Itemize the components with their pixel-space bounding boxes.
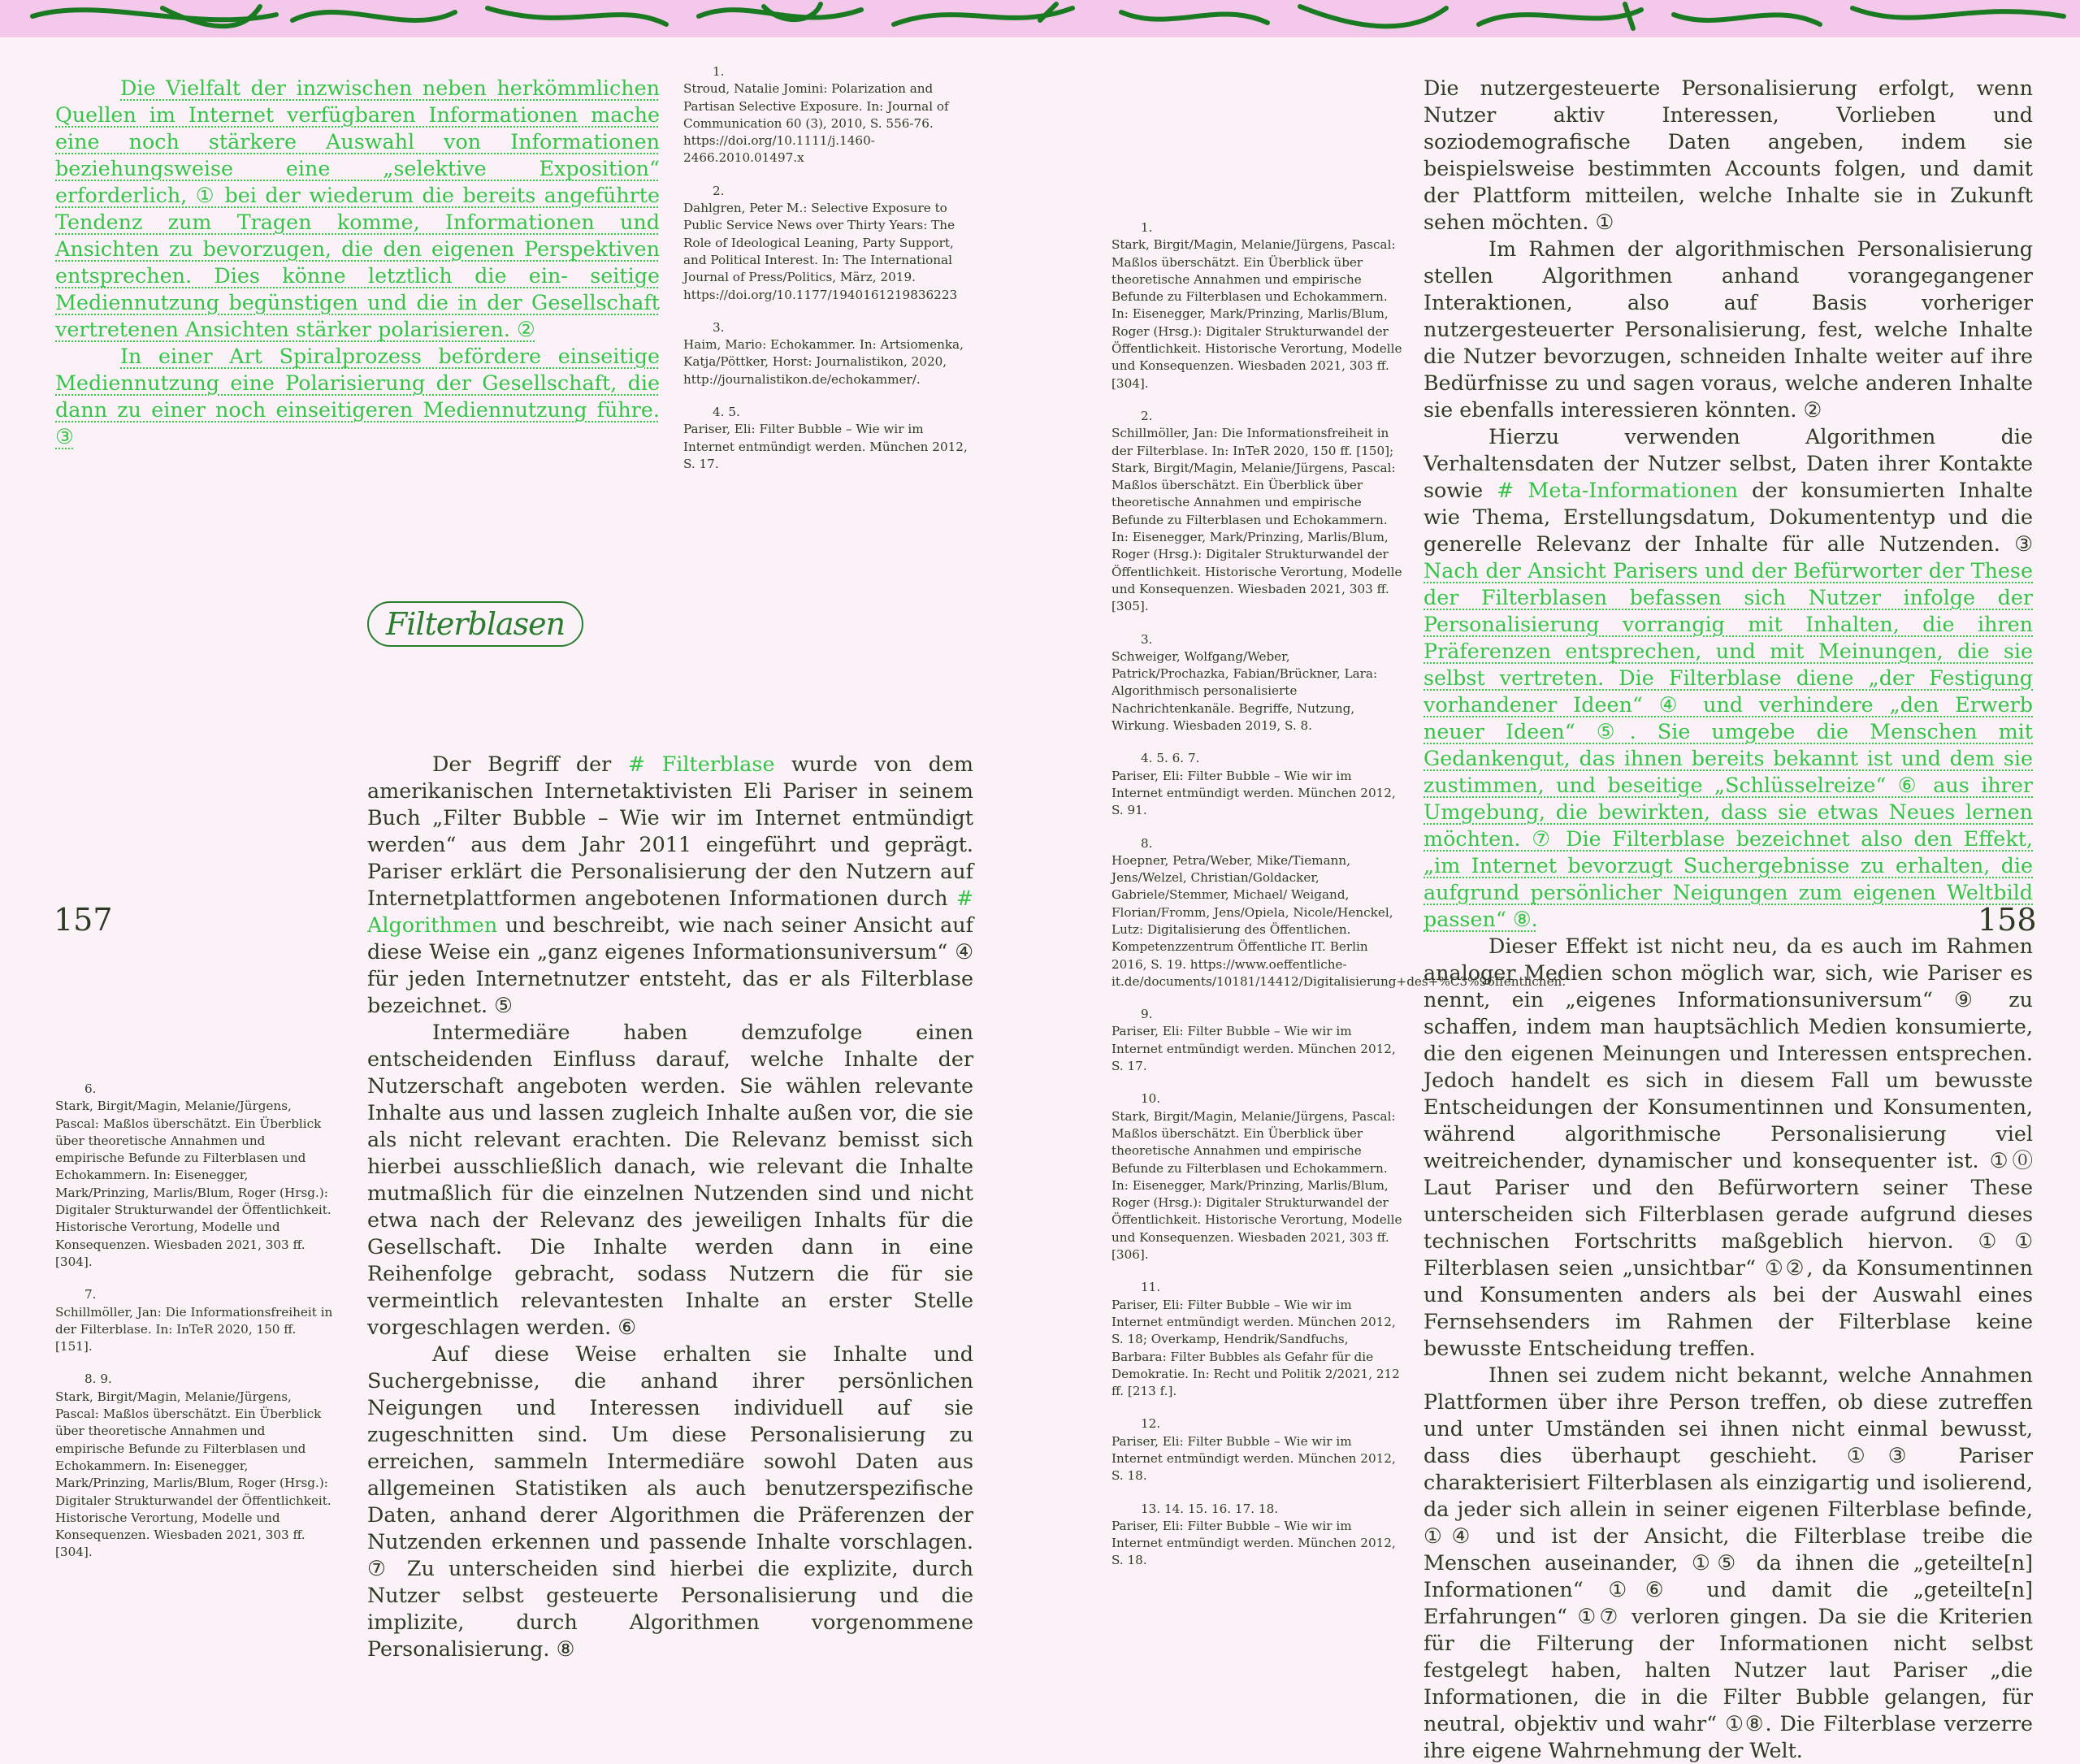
footnote: 2. Schillmöller, Jan: Die Informationsfreiheit in der Filterblase. In: InTeR 2020, 150 ff. [150]; Stark, Birgit/Magin, Melanie/Jürgens, Pascal: Maßlos überschätzt. Ein Überblick über theoretische Annahmen und empirische Befunde zu Filterblasen und Echokammern. In: Eisenegger, Mark/Prinzing, Marlis/Blum, Roger (Hrsg.): Digitaler Strukturwandel der Öffentlichkeit. Historische Verortung, Modelle und Konsequenzen. Wiesbaden 2021, 303 ff. [305]. — [1112, 408, 1402, 614]
footnote: 6. Stark, Birgit/Magin, Melanie/Jürgens, Pascal: Maßlos überschätzt. Ein Überblick über theoretische Annahmen und empirische Befunde zu Filterblasen und Echokammern. In: Eisenegger, Mark/Prinzing, Marlis/Blum, Roger (Hrsg.): Digitaler Strukturwandel der Öffentlichkeit. Historische Verortung, Modelle und Konsequenzen. Wiesbaden 2021, 303 ff. [304]. — [55, 1081, 332, 1269]
right-text: Die nutzergesteuerte Personalisierung erfolgt, wenn Nutzer aktiv Interessen, Vorlieben und soziodemografische Daten angeben, indem sie beispielsweise bestimmten Accounts folgen, und damit der Plattform mitteilen, welche Inhalte sie in Zukunft sehen möchten. ① Im Rahmen der algorithmischen Personalisierung stellen Algorithmen anhand vorangegangener Interaktionen, also auf Basis vorheriger nutzergesteuerter Personalisierung, fest, welche Inhalte die Nutzer bevorzugen, schneiden Inhalte weiter auf ihre Bedürfnisse zu und sagen voraus, welche anderen Inhalte sie ebenfalls interessieren könnten. ② Hierzu verwenden Algorithmen die Verhaltensdaten der Nutzer selbst, Daten ihrer Kontakte sowie # Meta-Informationen der konsumierten Inhalte wie Thema, Erstellungsdatum, Dokumententyp und die generelle Relevanz der Inhalte für alle Nutzenden. ③ Nach der Ansicht Parisers und der Befürworter der These der Filterblasen befassen sich Nutzer infolge der Personalisierung vorrangig mit Inhalten, die ihren Präferenzen entsprechen, und mit Meinungen, die sie selbst vertreten. Die Filterblase diene „der Festigung vorhandener Ideen“ ④ und verhindere „den Erwerb neuer Ideen“ ⑤. Sie umgebe die Menschen mit Gedankengut, das ihnen bereits bekannt ist und dem sie zustimmen, und beseitige „Schlüsselreize“ ⑥ aus ihrer Umgebung, die bewirkten, dass sie etwas Neues lernen möchten. ⑦ Die Filterblase bezeichnet also den Effekt, „im Internet bevorzugt Suchergebnisse zu erhalten, die aufgrund persönlicher Neigungen zum eigenen Weltbild passen“ ⑧. Dieser Effekt ist nicht neu, da es auch im Rahmen analoger Medien schon möglich war, sich, wie Pariser es nennt, ein „eigenes Informationsuniversum“ ⑨ zu schaffen, indem man hauptsächlich Medien konsumierte, die den eigenen Meinungen und Interessen entsprechen. Jedoch handelt es sich in diesem Fall um bewusste Entscheidungen der Konsumentinnen und Konsumenten, während algorithmische Personalisierung viel weitreichender, dynamischer und konsequenter ist. ①⓪ Laut Pariser und den Befürwortern seiner These unterscheiden sich Filterblasen gerade aufgrund dieses technischen Fortschritts maßgeblich hiervon. ①① Filterblasen seien „unsichtbar“ ①②, da Konsumentinnen und Konsumenten anders als bei der Auswahl eines Fernsehsenders im Rahmen der Filterblase keine bewusste Entscheidung treffen. Ihnen sei zudem nicht bekannt, welche Annahmen Plattformen über ihre Person treffen, ob diese zutreffen und unter Umständen sei ihnen nicht einmal bewusst, dass dies überhaupt geschieht. ①③ Pariser charakterisiert Filterblasen als einzigartig und isolierend, da jeder sich allein in seiner eigenen Filterblase befinde, ①④ und ist der Ansicht, die Filterblase treibe die Menschen auseinander, ①⑤ da ihnen die „geteilte[n] Informationen“ ①⑥ und damit die „geteilte[n] Erfahrungen“ ①⑦ verloren gingen. Da sie die Kriterien für die Filterung der Informationen nicht selbst festgelegt haben, halten Nutzer laut Pariser „die Informationen, die in die Filter Bubble gelangen, für neutral, objektiv und wahr“ ①⑧. Die Filterblase verzerre ihre eigene Wahrnehmung der Welt. — [1424, 76, 2033, 1762]
footnote: 2. Dahlgren, Peter M.: Selective Exposure to Public Service News over Thirty Years: The Role of Ideological Leaning, Party Support, and Political Interest. In: The International Journal of Press/Politics, März, 2019. https://doi.org/10.1177/1940161219836223 — [683, 183, 958, 302]
highlighted-passage: Die Vielfalt der inzwischen neben herkömmlichen Quellen im Internet verfügbaren Informationen mache eine noch stärkere Auswahl von Informationen beziehungsweise eine „selektive Exposition“ erforderlich, ① bei der wiederum die bereits angeführte Tendenz zum Tragen komme, Informationen und Ansichten zu bevorzugen, die den eigenen Perspektiven entsprechen. Dies könne letztlich die ein- seitige Mediennutzung begünstigen und die in der Gesellschaft vertretenen Ansichten stärker polarisieren. ② — [55, 76, 660, 341]
footnote: 12. Pariser, Eli: Filter Bubble – Wie wir im Internet entmündigt werden. München 2012, S. 18. — [1112, 1416, 1396, 1484]
footnote: 8. 9. Stark, Birgit/Magin, Melanie/Jürgens, Pascal: Maßlos überschätzt. Ein Überblick über theoretische Annahmen und empirische Befunde zu Filterblasen und Echokammern. In: Eisenegger, Mark/Prinzing, Marlis/Blum, Roger (Hrsg.): Digitaler Strukturwandel der Öffentlichkeit. Historische Verortung, Modelle und Konsequenzen. Wiesbaden 2021, 303 ff. [304]. — [55, 1372, 332, 1560]
highlighted-passage: In einer Art Spiralprozess befördere einseitige Mediennutzung eine Polarisierung der Gesellschaft, die dann zu einer noch einseitigeren Mediennutzung führe. ③ — [55, 344, 660, 449]
footnote: 4. 5. 6. 7. Pariser, Eli: Filter Bubble – Wie wir im Internet entmündigt werden. München 2012, S. 91. — [1112, 751, 1396, 818]
footnotes-col3 — [1112, 219, 1566, 1585]
footnote: 8. Hoepner, Petra/Weber, Mike/Tiemann, Jens/Welzel, Christian/Goldacker, Gabriele/Stemmer, Michael/ Weigand, Florian/Fromm, Jens/Opiela, Nicole/Henckel, Lutz: Digitalisierung des Öffentlichen. Kompetenzzentrum Öffentliche IT. Berlin 2016, S. 19. https://www.oeffentliche-it.de/documents/10181/14412/Digitalisierung+des+%C3%96ffentlichen. — [1112, 835, 1566, 989]
footnote: 13. 14. 15. 16. 17. 18. Pariser, Eli: Filter Bubble – Wie wir im Internet entmündigt werden. München 2012, S. 18. — [1112, 1501, 1396, 1568]
footnote: 1. Stark, Birgit/Magin, Melanie/Jürgens, Pascal: Maßlos überschätzt. Ein Überblick über theoretische Annahmen und empirische Befunde zu Filterblasen und Echokammern. In: Eisenegger, Mark/Prinzing, Marlis/Blum, Roger (Hrsg.): Digitaler Strukturwandel der Öffentlichkeit. Historische Verortung, Modelle und Konsequenzen. Wiesbaden 2021, 303 ff. [304]. — [1112, 220, 1402, 391]
footnote: 1. Stroud, Natalie Jomini: Polarization and Partisan Selective Exposure. In: Journal of Communication 60 (3), 2010, S. 556-76. https://doi.org/10.1111/j.1460-2466.2010.01497.x — [683, 64, 949, 166]
section-heading: Filterblasen — [367, 601, 583, 647]
footnote: 4. 5. Pariser, Eli: Filter Bubble – Wie wir im Internet entmündigt werden. München 2012, S. 17. — [683, 405, 968, 471]
footnote: 3. Haim, Mario: Echokammer. In: Artsiomenka, Katja/Pöttker, Horst: Journalistikon, 2020, http://journalistikon.de/echokammer/. — [683, 319, 964, 387]
footnote: 11. Pariser, Eli: Filter Bubble – Wie wir im Internet entmündigt werden. München 2012, S. 18; Overkamp, Hendrik/Sandfuchs, Barbara: Filter Bubbles als Gefahr für die Demokratie. In: Recht und Politik 2/2021, 212 ff. [213 f.]. — [1112, 1280, 1400, 1399]
decorative-banner — [0, 0, 2080, 37]
tag-filterblase[interactable]: # Filterblase — [627, 752, 775, 776]
left-top-text — [55, 75, 660, 450]
footnote: 9. Pariser, Eli: Filter Bubble – Wie wir im Internet entmündigt werden. München 2012, S. 17. — [1112, 1007, 1396, 1074]
page-number-right: 158 — [1978, 902, 2037, 938]
tag-meta-informationen[interactable]: # Meta-Informationen — [1497, 478, 1739, 502]
footnote: 7. Schillmöller, Jan: Die Informationsfreiheit in der Filterblase. In: InTeR 2020, 150 ff. [151]. — [55, 1287, 333, 1354]
footnotes-top — [683, 63, 973, 488]
tag-algorithmen[interactable]: # Algorithmen — [367, 886, 973, 937]
main-text: Der Begriff der # Filterblase wurde von dem amerikanischen Internetaktivisten Eli Pariser in seinem Buch „Filter Bubble – Wie wir im Internet entmündigt werden“ aus dem Jahr 2011 eingeführt und geprägt. Pariser erklärt die Personalisierung der den Nutzern auf Internetplattformen angebotenen Informationen durch # Algorithmen und beschreibt, wie nach seiner Ansicht auf diese Weise ein „ganz eigenes Informationsuniversum“ ④ für jeden Internetnutzer entsteht, das er als Filterblase bezeichnet. ⑤ Intermediäre haben demzufolge einen entscheidenden Einfluss darauf, welche Inhalte der Nutzerschaft angeboten werden. Sie wählen relevante Inhalte aus und lassen zugleich Inhalte außen vor, die sie als nicht relevant erachten. Die Relevanz bemisst sich hierbei ausschließlich danach, wie relevant die Inhalte mutmaßlich für die einzelnen Nutzenden sind und nicht etwa nach der Relevanz des jeweiligen Inhalts für die Gesellschaft. Die Inhalte werden dann in eine Reihenfolge gebracht, sodass Nutzern die für sie vermeintlich relevantesten Inhalte an erster Stelle vorgeschlagen werden. ⑥ Auf diese Weise erhalten sie Inhalte und Suchergebnisse, die anhand ihrer persönlichen Neigungen und Interessen individuell auf sie zugeschnitten sind. Um diese Personalisierung zu erreichen, sammeln Intermediäre sowohl Daten aus allgemeinen Statistiken als auch benutzerspezifische Daten, anhand derer Algorithmen die Präferenzen der Nutzenden erkennen und passende Inhalte vorschlagen. ⑦ Zu unterscheiden sind hierbei die explizite, durch Nutzer selbst gesteuerte Personalisierung und die implizite, durch Algorithmen vorgenommene Personalisierung. ⑧ — [367, 752, 973, 1661]
highlighted-passage: Nach der Ansicht Parisers und der Befürworter der These der Filterblasen befassen sich Nutzer infolge der Personalisierung vorrangig mit Inhalten, die ihren Präferenzen entsprechen, und mit Meinungen, die sie selbst vertreten. Die Filterblase diene „der Festigung vorhandener Ideen“ ④ und verhindere „den Erwerb neuer Ideen“ ⑤. Sie umgebe die Menschen mit Gedankengut, das ihnen bereits bekannt ist und dem sie zustimmen, und beseitige „Schlüsselreize“ ⑥ aus ihrer Umgebung, die bewirkten, dass sie etwas Neues lernen möchten. ⑦ Die Filterblase bezeichnet also den Effekt, „im Internet bevorzugt Suchergebnisse zu erhalten, die aufgrund persönlicher Neigungen zum eigenen Weltbild passen“ ⑧. — [1424, 558, 2033, 931]
footnote: 3. Schweiger, Wolfgang/Weber, Patrick/Prochazka, Fabian/Brückner, Lara: Algorithmisch personalisierte Nachrichtenkanäle. Begriffe, Nutzung, Wirkung. Wiesbaden 2019, S. 8. — [1112, 631, 1378, 734]
footnote: 10. Stark, Birgit/Magin, Melanie/Jürgens, Pascal: Maßlos überschätzt. Ein Überblick über theoretische Annahmen und empirische Befunde zu Filterblasen und Echokammern. In: Eisenegger, Mark/Prinzing, Marlis/Blum, Roger (Hrsg.): Digitaler Strukturwandel der Öffentlichkeit. Historische Verortung, Modelle und Konsequenzen. Wiesbaden 2021, 303 ff. [306]. — [1112, 1091, 1402, 1263]
page-number-left: 157 — [54, 902, 113, 938]
footnotes-left-bottom — [55, 1081, 335, 1577]
